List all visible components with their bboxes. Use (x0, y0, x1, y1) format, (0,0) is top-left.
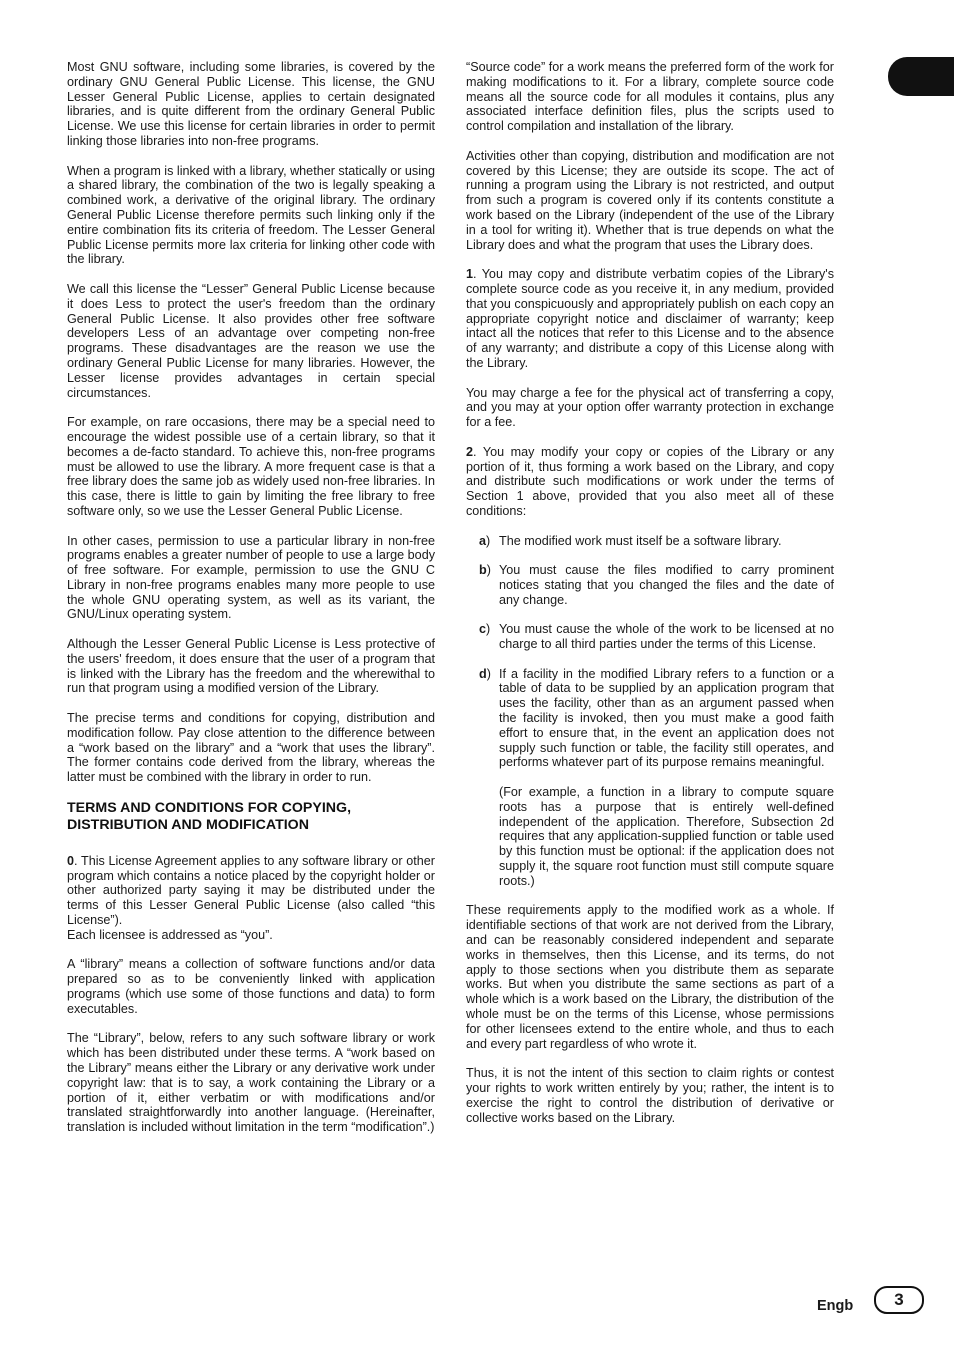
paragraph: We call this license the “Lesser” General Public License because it does Less to protect the user's freedom than the ordinary General Public License. It also provides other free software developers Less of an advantage over competing non-free programs. These disadvantages are the reason we use the ordinary General Public License for many libraries. However, the Lesser license provides advantages in certain special circumstances. (67, 281, 435, 400)
paragraph: Thus, it is not the intent of this section to claim rights or contest your rights to work written entirely by you; rather, the intent is to exercise the right to control the distribution of derivative or collective works based on the Library. (466, 1066, 834, 1125)
paragraph: The precise terms and conditions for copying, distribution and modification follow. Pay close attention to the difference between a “work based on the library” and a “work that uses the library”. The former contains code derived from the library, whereas the latter must be combined with the library in order to run. (67, 711, 435, 785)
condition-item-d (466, 667, 834, 771)
item-label: d) (479, 666, 491, 681)
item-label: c) (479, 622, 491, 637)
section-heading (67, 800, 435, 834)
item-text: You must cause the whole of the work to be licensed at no charge to all third parties under the terms of this License. (499, 622, 834, 652)
right-column (466, 60, 834, 1140)
section-0-paragraph (67, 854, 435, 928)
condition-item-a (466, 534, 834, 549)
section-number: 0 (67, 853, 75, 868)
item-text: If a facility in the modified Library refers to a function or a table of data to be supplied by an application program that uses the facility, other than as an argument passed when the facility is invoked, then you must make a good faith effort to ensure that, in the event an application does not supply such function or table, the facility still operates, and performs whatever part of its purpose remains meaningful. (499, 666, 834, 770)
page-number: 3 (874, 1286, 924, 1314)
condition-item-b (466, 563, 834, 607)
section-text: . You may modify your copy or copies of the Library or any portion of it, thus forming a work based on the Library, and copy and distribute such modifications or work under the terms of Section 1 above, provided that you also meet all of these conditions: (466, 444, 834, 518)
paragraph: You may charge a fee for the physical act of transferring a copy, and you may at your option offer warranty protection in exchange for a fee. (466, 385, 834, 430)
left-column (67, 60, 435, 1150)
language-label: Engb (817, 1298, 854, 1314)
item-text: You must cause the files modified to carry prominent notices stating that you changed the files and the date of any change. (499, 563, 834, 607)
paragraph: When a program is linked with a library, whether statically or using a shared library, the combination of the two is legally speaking a combined work, a derivative of the original library. The ordinary General Public License therefore permits such linking only if the entire combination fits its criteria of freedom. The Lesser General Public License permits more lax criteria for linking other code with the library. (67, 163, 435, 267)
item-label: b) (479, 563, 491, 578)
paragraph: A “library” means a collection of software functions and/or data prepared so as to be conveniently linked with application programs (which use some of those functions and data) to form executables. (67, 957, 435, 1016)
item-label: a) (479, 533, 491, 548)
heading-line: DISTRIBUTION AND MODIFICATION (67, 816, 309, 833)
section-number: 2 (466, 444, 474, 459)
item-text: The modified work must itself be a software library. (499, 533, 782, 548)
paragraph: Most GNU software, including some libraries, is covered by the ordinary GNU General Public License. This license, the GNU Lesser General Public License, applies to certain designated libraries, and is quite different from the ordinary General Public License. We use this license for certain libraries in order to permit linking those libraries into non-free programs. (67, 60, 435, 148)
section-number: 1 (466, 267, 474, 282)
heading-line: TERMS AND CONDITIONS FOR COPYING, (67, 799, 352, 816)
section-text: . This License Agreement applies to any software library or other program which contains a notice placed by the copyright holder or other authorized party saying it may be distributed under the terms of this Lesser General Public License (also called “this License”). (67, 853, 435, 928)
paragraph: These requirements apply to the modified work as a whole. If identifiable sections of that work are not derived from the Library, and can be reasonably considered independent and separate works in themselves, then this License, and its terms, do not apply to those sections when you distribute them as separate works. But when you distribute the same sections as part of a whole which is a work based on the Library, the distribution of the whole must be on the terms of this License, whose permissions for other licensees extend to the entire whole, and thus to each and every part regardless of who wrote it. (466, 903, 834, 1051)
section-2-paragraph (466, 445, 834, 519)
paragraph: In other cases, permission to use a particular library in non-free programs enables a greater number of people to use a large body of free software. For example, permission to use the GNU C Library in non-free programs enables many more people to use the whole GNU operating system, as well as its variant, the GNU/Linux operating system. (67, 533, 435, 622)
paragraph: The “Library”, below, refers to any such software library or work which has been distributed under these terms. A “work based on the Library” means either the Library or any derivative work under copyright law: that is to say, a work containing the Library or a portion of it, either verbatim or with modifications and/or translated straightforwardly into another language. (Hereinafter, translation is included without limitation in the term “modification”.) (67, 1031, 435, 1135)
section-1-paragraph (466, 267, 834, 371)
paragraph: Activities other than copying, distribution and modification are not covered by this License; they are outside its scope. The act of running a program using the Library is not restricted, and output from such a program is covered only if its contents constitute a work based on the Library (independent of the use of the Library in a tool for writing it). Whether that is true depends on what the Library does and what the program that uses the Library does. (466, 148, 834, 252)
paragraph: For example, on rare occasions, there may be a special need to encourage the widest possible use of a certain library, so that it becomes a de-facto standard. To achieve this, non-free programs must be allowed to use the library. A more frequent case is that a free library does the same job as widely used non-free libraries. In this case, there is little to gain by limiting the free library to free software only, so we use the Lesser General Public License. (67, 415, 435, 518)
paragraph: Although the Lesser General Public License is Less protective of the users' freedom, it does ensure that the user of a program that is linked with the Library has the freedom and the wherewithal to run that program using a modified version of the Library. (67, 637, 435, 696)
condition-item-c (466, 622, 834, 652)
paragraph: “Source code” for a work means the preferred form of the work for making modifications to it. For a library, complete source code means all the source code for all modules it contains, plus any associated interface definition files, plus the scripts used to control compilation and installation of the library. (466, 60, 834, 134)
section-tab-marker (888, 57, 954, 96)
paragraph: Each licensee is addressed as “you”. (67, 927, 273, 942)
section-text: . You may copy and distribute verbatim copies of the Library's complete source code as you receive it, in any medium, provided that you conspicuously and appropriately publish on each copy an appropriate copyright notice and disclaimer of warranty; keep intact all the notices that refer to this License and to the absence of any warranty; and distribute a copy of this License along with the Library. (466, 267, 834, 370)
example-note: (For example, a function in a library to compute square roots has a purpose that is entirely well-defined independent of the application. Therefore, Subsection 2d requires that any application-supplied function or table used by this function must be optional: if the application does not supply it, the square root function must still compute square roots.) (499, 785, 834, 888)
